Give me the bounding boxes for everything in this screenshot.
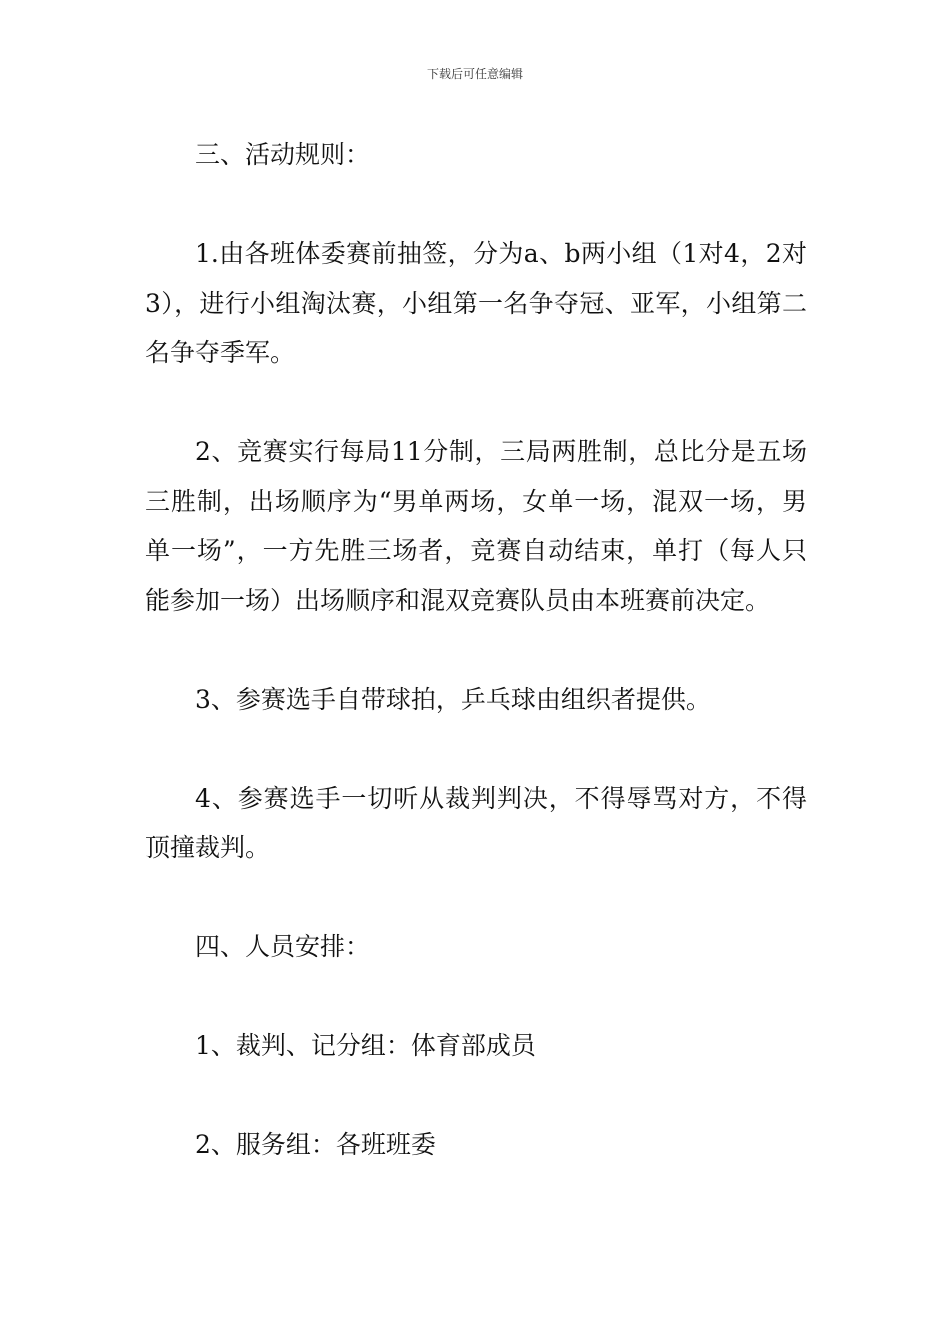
rule-2-paragraph: 2、竞赛实行每局11分制，三局两胜制，总比分是五场三胜制，出场顺序为“男单两场，女单一场，混双一场，男单一场”，一方先胜三场者，竞赛自动结束，单打（每人只能参加一场）出场顺序和混双竞赛队员由本班赛前决定。	[145, 437, 807, 615]
rule-4-paragraph: 4、参赛选手一切听从裁判判决，不得辱骂对方，不得顶撞裁判。	[145, 783, 807, 862]
staff-1-paragraph: 1、裁判、记分组：体育部成员	[195, 1031, 536, 1060]
rule-3-paragraph: 3、参赛选手自带球拍，乒乓球由组织者提供。	[195, 684, 711, 714]
document-body	[145, 130, 807, 1170]
staff-heading: 四、人员安排：	[195, 932, 371, 961]
page-header: 下载后可任意编辑	[426, 67, 523, 81]
rules-heading: 三、活动规则：	[195, 140, 371, 169]
rule-1-paragraph: 1.由各班体委赛前抽签，分为a、b两小组（1对4，2对3），进行小组淘汰赛，小组第一名争夺冠、亚军，小组第二名争夺季军。	[145, 239, 807, 367]
staff-2-paragraph: 2、服务组：各班班委	[195, 1130, 436, 1159]
